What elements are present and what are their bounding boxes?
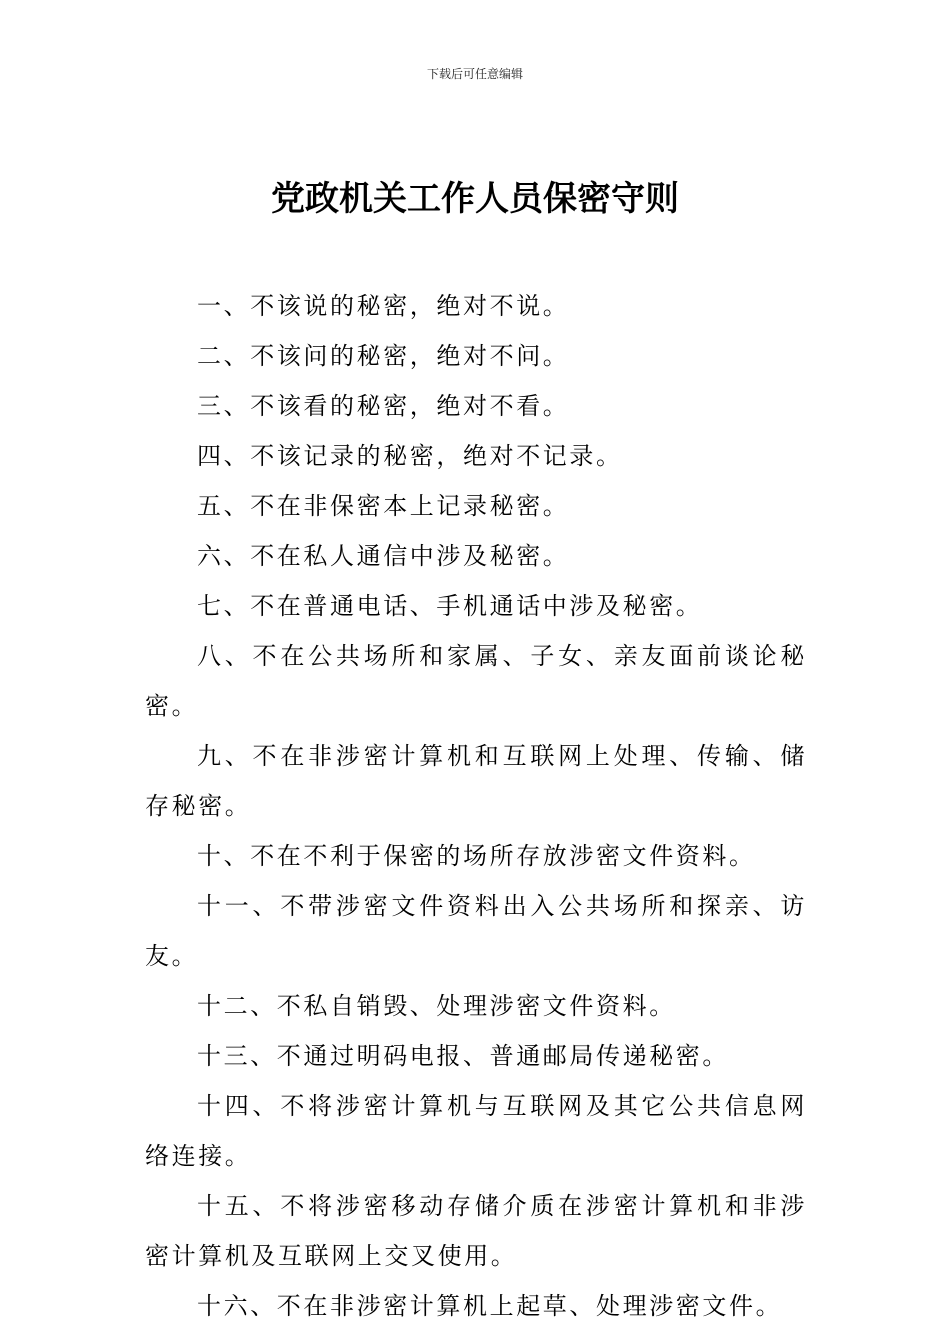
rule-item: 六、不在私人通信中涉及秘密。 [197,542,570,570]
rule-item: 十二、不私自销毁、处理涉密文件资料。 [197,992,676,1020]
rule-item: 十四、不将涉密计算机与互联网及其它公共信息网络连接。 [145,1092,807,1170]
rule-item: 八、不在公共场所和家属、子女、亲友面前谈论秘密。 [145,642,807,720]
rule-item: 十、不在不利于保密的场所存放涉密文件资料。 [197,842,756,870]
document-title: 党政机关工作人员保密守则 [271,179,679,219]
rule-item: 五、不在非保密本上记录秘密。 [197,492,570,520]
rule-item: 十一、不带涉密文件资料出入公共场所和探亲、访友。 [145,892,807,970]
rule-item: 十六、不在非涉密计算机上起草、处理涉密文件。 [197,1292,783,1320]
rule-item: 二、不该问的秘密，绝对不问。 [197,342,570,370]
rule-item: 十五、不将涉密移动存储介质在涉密计算机和非涉密计算机及互联网上交叉使用。 [145,1192,807,1270]
page-header-note: 下载后可任意编辑 [426,67,523,81]
rules-list [145,281,807,1331]
rule-item: 四、不该记录的秘密，绝对不记录。 [197,442,623,470]
rule-item: 三、不该看的秘密，绝对不看。 [197,392,570,420]
rule-item: 七、不在普通电话、手机通话中涉及秘密。 [197,592,703,620]
rule-item: 十三、不通过明码电报、普通邮局传递秘密。 [197,1042,729,1070]
rule-item: 一、不该说的秘密，绝对不说。 [197,292,570,320]
rule-item: 九、不在非涉密计算机和互联网上处理、传输、储存秘密。 [145,742,807,820]
